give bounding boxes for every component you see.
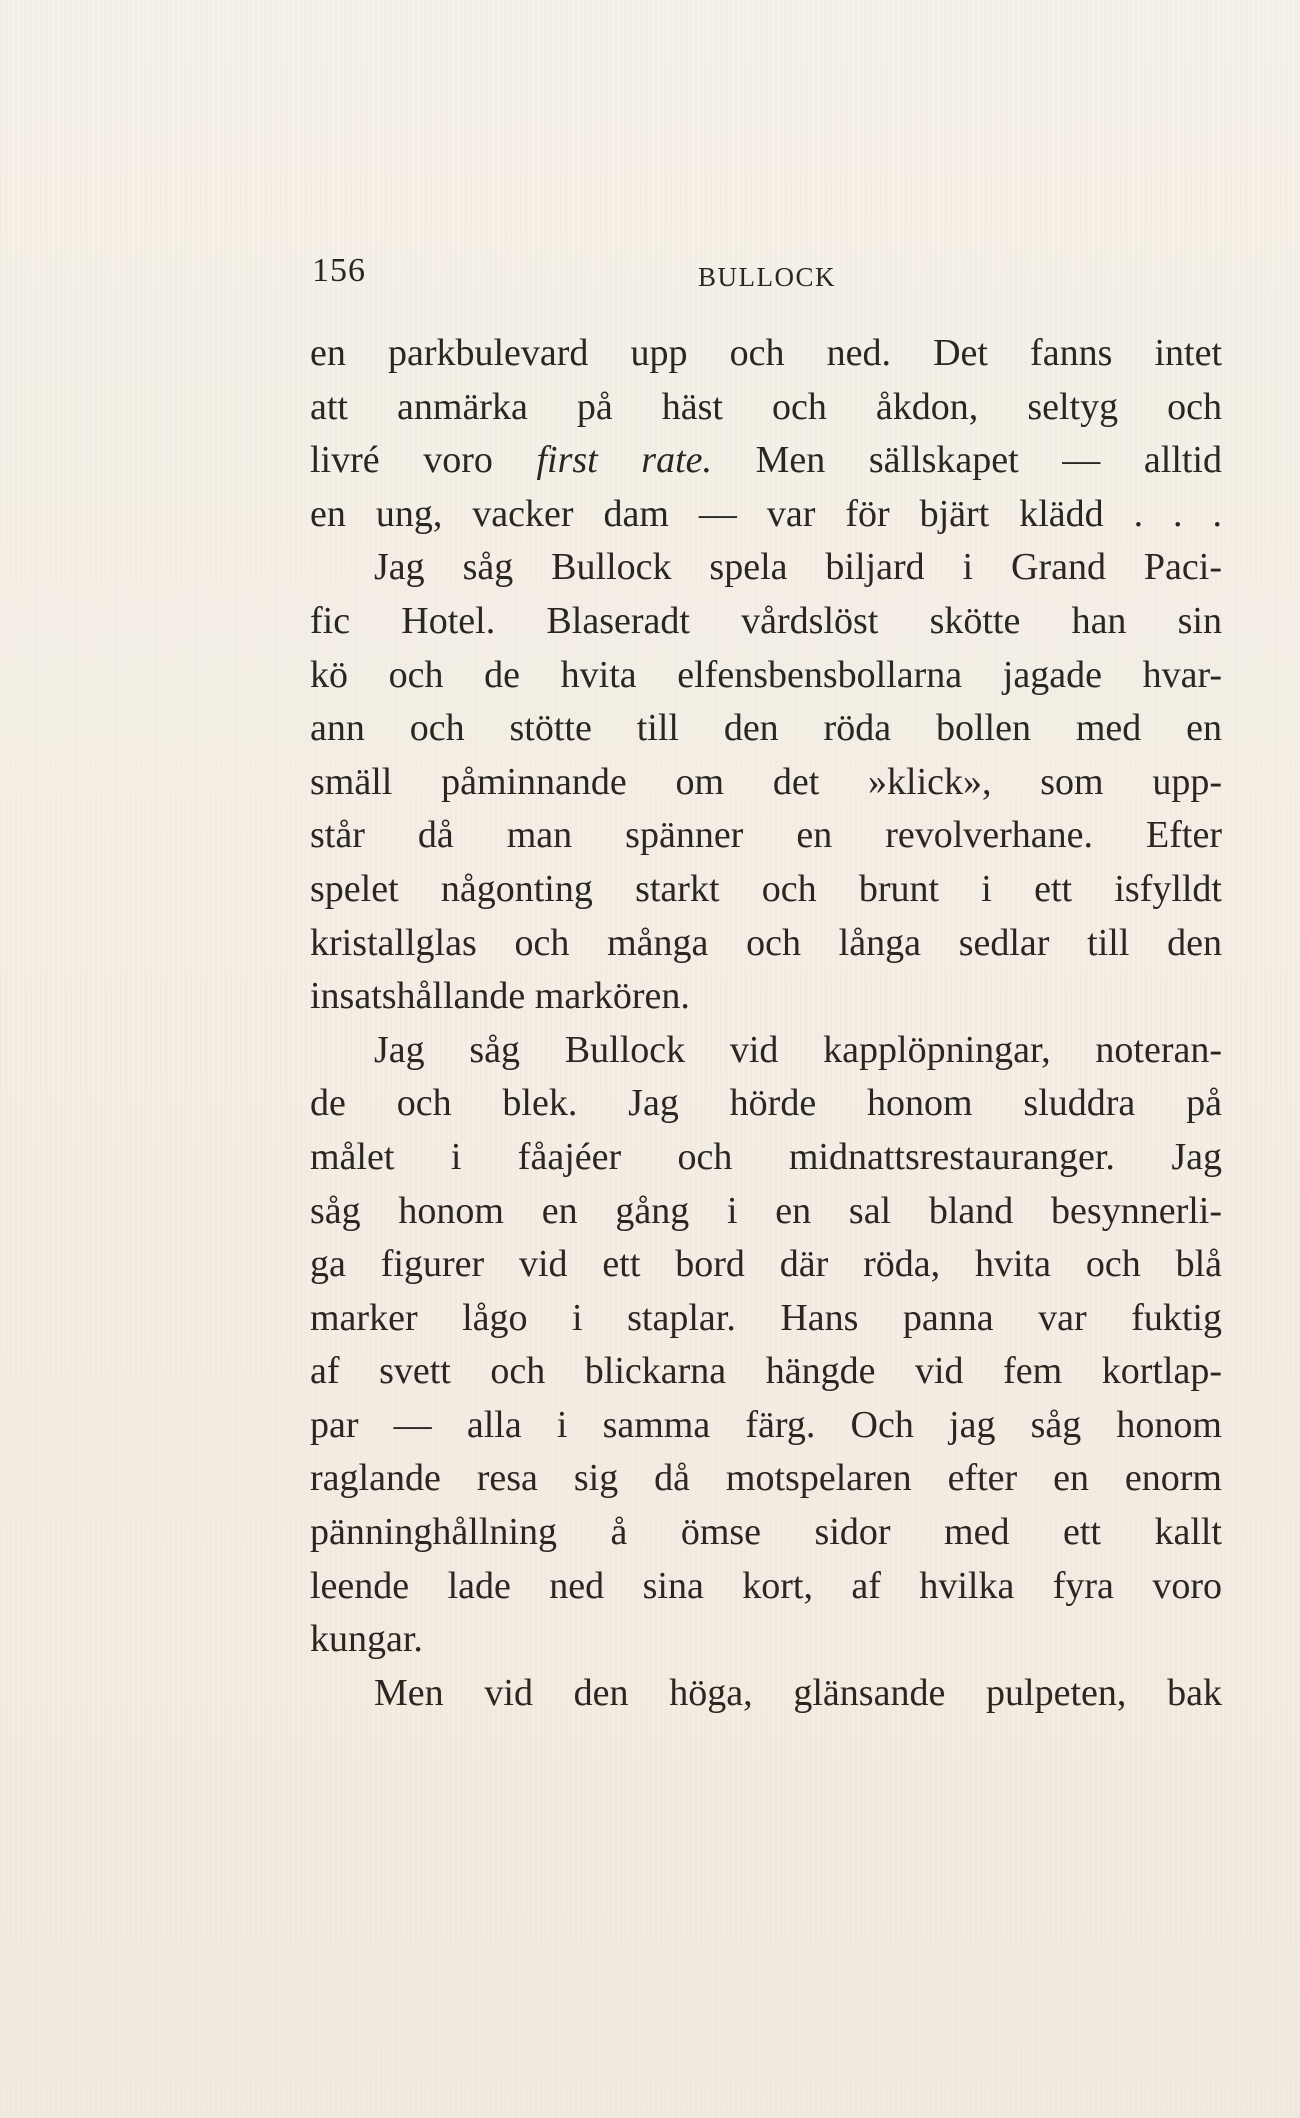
- body-text: [310, 327, 1222, 1720]
- text-line: att anmärka på häst och åkdon, seltyg och: [310, 385, 1222, 428]
- text-line: står då man spänner en revolverhane. Efter: [310, 814, 1222, 857]
- text-line: marker lågo i staplar. Hans panna var fuktig: [310, 1296, 1222, 1339]
- text-line: en ung, vacker dam — var för bjärt klädd . . .: [310, 492, 1222, 535]
- page-number: 156: [312, 252, 366, 289]
- paragraph-start-line: Jag såg Bullock vid kapplöpningar, noteran-: [374, 1028, 1222, 1071]
- paragraph-end-line: insatshållande markören.: [310, 975, 690, 1018]
- text-line: smäll påminnande om det »klick», som upp-: [310, 760, 1222, 803]
- text-line: leende lade ned sina kort, af hvilka fyra voro: [310, 1564, 1222, 1607]
- paragraph-start-line: Men vid den höga, glänsande pulpeten, bak: [374, 1671, 1222, 1714]
- text-line: raglande resa sig då motspelaren efter en enorm: [310, 1457, 1222, 1500]
- italic-phrase: first rate.: [536, 439, 713, 482]
- paragraph-end-line: kungar.: [310, 1618, 423, 1661]
- text-line: en parkbulevard upp och ned. Det fanns intet: [310, 332, 1222, 374]
- text-line: ann och stötte till den röda bollen med en: [310, 707, 1222, 750]
- text-line: spelet någonting starkt och brunt i ett isfylldt: [310, 867, 1222, 910]
- paragraph-start-line: Jag såg Bullock spela biljard i Grand Paci-: [374, 546, 1222, 589]
- running-head: BULLOCK: [698, 262, 836, 292]
- text-line: [310, 434, 1222, 488]
- text-line: ga figurer vid ett bord där röda, hvita och blå: [310, 1243, 1222, 1286]
- text-line: såg honom en gång i en sal bland besynnerli-: [310, 1189, 1222, 1232]
- text-line: par — alla i samma färg. Och jag såg honom: [310, 1403, 1222, 1446]
- text-segment: Men sällskapet — alltid: [712, 439, 1222, 482]
- text-line: de och blek. Jag hörde honom sluddra på: [310, 1082, 1222, 1125]
- text-line: fic Hotel. Blaseradt vårdslöst skötte han sin: [310, 599, 1222, 642]
- text-line: kristallglas och många och långa sedlar till den: [310, 921, 1222, 964]
- text-line: målet i fåajéer och midnattsrestauranger. Jag: [310, 1135, 1222, 1178]
- text-line: pänninghållning å ömse sidor med ett kallt: [310, 1511, 1222, 1554]
- text-line: kö och de hvita elfensbensbollarna jagade hvar-: [310, 653, 1222, 696]
- text-line: af svett och blickarna hängde vid fem kortlap-: [310, 1350, 1222, 1393]
- text-segment: livré voro: [310, 439, 537, 482]
